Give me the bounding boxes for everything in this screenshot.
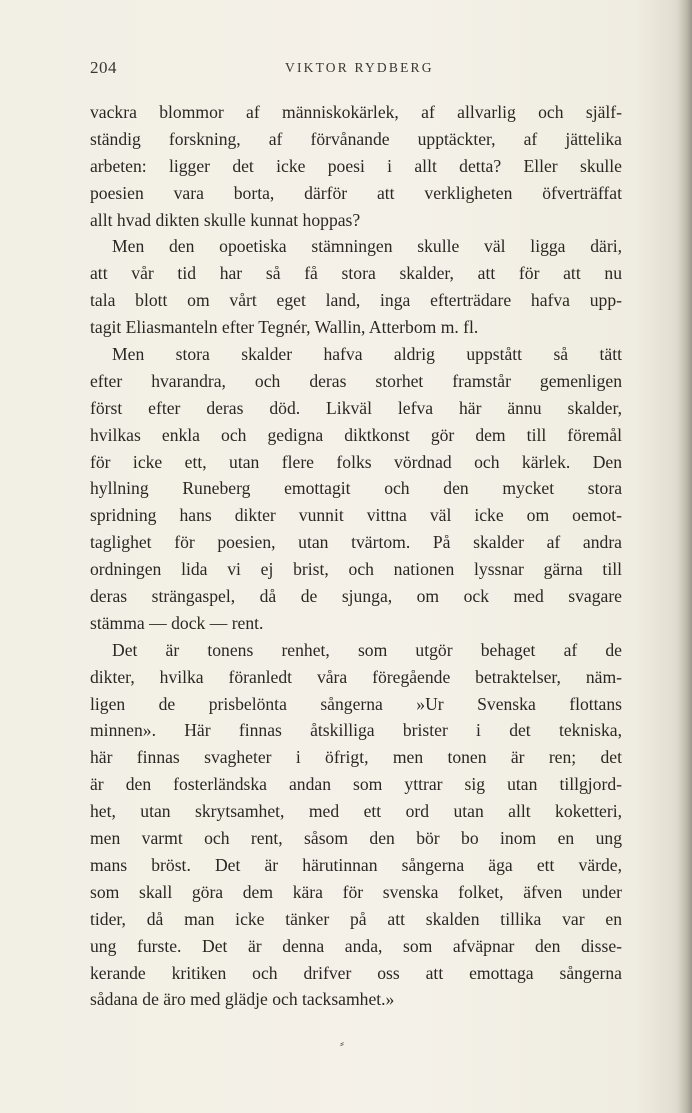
text-line: Det är tonens renhet, som utgör behaget af de (112, 639, 622, 660)
text-line: ung furste. Det är denna anda, som afväpnar den disse- (90, 935, 622, 956)
text-line: ligen de prisbelönta sångerna »Ur Svenska flottans (90, 693, 622, 714)
text-line: här finnas svagheter i öfrigt, men tonen är ren; det (90, 747, 622, 768)
text-line: stämma — dock — rent. (90, 612, 264, 633)
text-line: dikter, hvilka föranledt våra föregående betraktelser, näm- (90, 666, 622, 687)
text-line: minnen». Här finnas åtskilliga brister i det tekniska, (90, 720, 622, 741)
text-line: tider, då man icke tänker på att skalden tillika var en (90, 908, 622, 929)
text-line: ständig forskning, af förvånande upptäckter, af jättelika (90, 128, 622, 149)
text-line: ordningen lida vi ej brist, och nationen lyssnar gärna till (90, 559, 622, 580)
text-line: Men stora skalder hafva aldrig uppstått så tätt (112, 344, 622, 365)
text-line: men varmt och rent, såsom den bör bo inom en ung (90, 828, 622, 849)
page-edge-shadow (678, 0, 692, 1113)
text-line: het, utan skrytsamhet, med ett ord utan allt koketteri, (90, 801, 622, 822)
text-line: hvilkas enkla och gedigna diktkonst gör dem till föremål (90, 424, 622, 445)
printer-mark: ⸗ (340, 1036, 344, 1050)
text-line: tagit Eliasmanteln efter Tegnér, Wallin, Atterbom m. fl. (90, 317, 479, 338)
text-line: Men den opoetiska stämningen skulle väl ligga däri, (112, 236, 622, 257)
text-line: spridning hans dikter vunnit vittna väl icke om oemot- (90, 505, 622, 526)
text-line: för icke ett, utan flere folks vördnad och kärlek. Den (90, 451, 622, 472)
text-line: taglighet för poesien, utan tvärtom. På skalder af andra (90, 532, 622, 553)
text-line: kerande kritiken och drifver oss att emottaga sångerna (90, 962, 622, 983)
text-line: är den fosterländska andan som yttrar sig utan tillgjord- (90, 774, 622, 795)
text-line: vackra blommor af människokärlek, af allvarlig och själf- (90, 102, 622, 122)
text-line: poesien vara borta, därför att verkligheten öfverträffat (90, 182, 622, 203)
text-line: som skall göra dem kära för svenska folket, äfven under (90, 881, 622, 902)
running-head: VIKTOR RYDBERG (285, 60, 434, 75)
text-line: hyllning Runeberg emottagit och den mycket stora (90, 478, 622, 499)
text-line: allt hvad dikten skulle kunnat hoppas? (90, 209, 361, 230)
page-number: 204 (90, 58, 117, 77)
text-line: efter hvarandra, och deras storhet framstår gemenligen (90, 370, 622, 391)
text-line: att vår tid har så få stora skalder, att för att nu (90, 263, 622, 284)
text-line: mans bröst. Det är härutinnan sångerna äga ett värde, (90, 854, 622, 875)
text-line: först efter deras död. Likväl lefva här ännu skalder, (90, 397, 622, 418)
text-line: arbeten: ligger det icke poesi i allt detta? Eller skulle (90, 155, 622, 176)
text-line: tala blott om vårt eget land, inga efterträdare hafva upp- (90, 290, 622, 311)
text-line: deras strängaspel, då de sjunga, om ock med svagare (90, 586, 622, 607)
body-text (90, 99, 622, 1013)
page-header (90, 58, 620, 82)
text-line: sådana de äro med glädje och tacksamhet.» (90, 989, 395, 1010)
